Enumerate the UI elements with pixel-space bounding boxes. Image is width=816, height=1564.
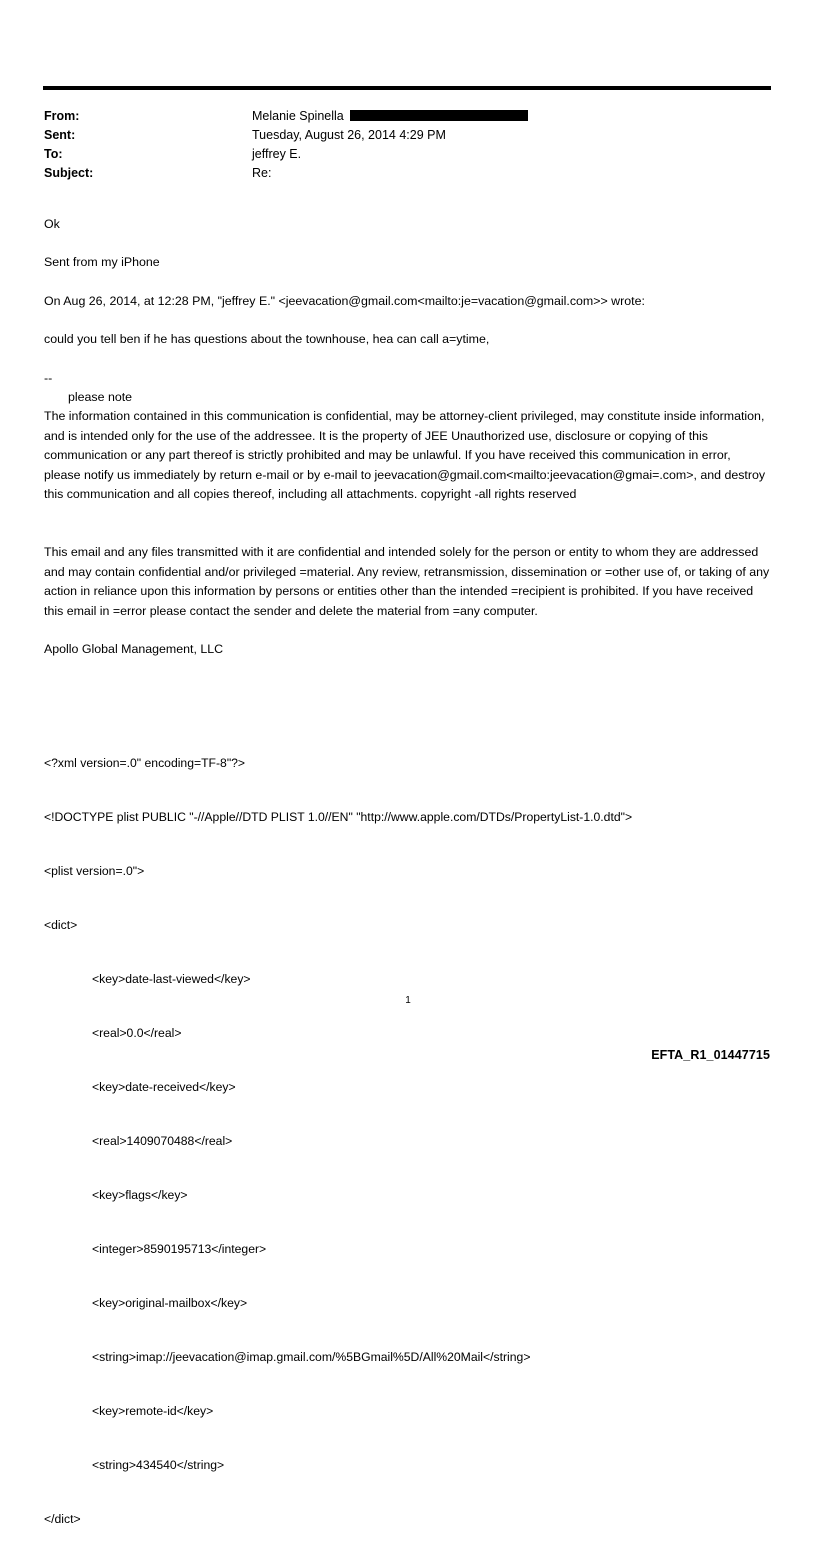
header-label-to: To:: [44, 147, 63, 161]
email-body: [44, 215, 770, 679]
body-spacer: [44, 523, 770, 543]
code-line: <!DOCTYPE plist PUBLIC "-//Apple//DTD PLIST 1.0//EN" "http://www.apple.com/DTDs/PropertyList-1.0.dtd">: [44, 810, 633, 824]
reply-text: Ok: [44, 217, 60, 231]
header-value-from: [252, 107, 528, 126]
header-row-sent: [44, 126, 774, 145]
header-value-to: jeffrey E.: [252, 147, 302, 161]
quote-intro-line: On Aug 26, 2014, at 12:28 PM, "jeffrey E." <jeevacation@gmail.com<mailto:je=vacation@gmail.com>> wrote:: [44, 293, 645, 308]
mobile-signature: Sent from my iPhone: [44, 255, 160, 270]
code-line: </dict>: [44, 1512, 81, 1526]
code-line: <key>remote-id</key>: [92, 1404, 214, 1418]
code-line: <plist version=.0">: [44, 864, 145, 878]
code-line: <key>original-mailbox</key>: [92, 1296, 248, 1310]
page-number: 1: [405, 995, 411, 1006]
code-line: <?xml version=.0" encoding=TF-8"?>: [44, 756, 246, 770]
code-line: <integer>8590195713</integer>: [92, 1242, 267, 1256]
header-row-subject: [44, 164, 774, 183]
header-row-from: [44, 107, 774, 126]
quoted-message-text: could you tell ben if he has questions about the townhouse, hea can call a=ytime,: [44, 332, 490, 347]
please-note-label: please note: [68, 390, 133, 405]
email-header: [44, 107, 774, 183]
header-value-subject: Re:: [252, 166, 272, 180]
header-divider-rule: [43, 86, 771, 90]
code-line: <key>date-last-viewed</key>: [92, 972, 251, 986]
code-line: <string>434540</string>: [92, 1458, 225, 1472]
plist-code-block: [44, 718, 774, 1564]
company-name: Apollo Global Management, LLC: [44, 642, 224, 657]
code-line: <dict>: [44, 918, 78, 932]
code-line: <key>date-received</key>: [92, 1080, 236, 1094]
code-line: <key>flags</key>: [92, 1188, 188, 1202]
header-label-sent: Sent:: [44, 128, 76, 142]
confidentiality-notice-2: This email and any files transmitted with it are confidential and intended solely for the person or entity to whom they are addressed and may contain confidential and/or privileged =material. Any review, retransmission, dissemination or =other use of, or taking of any action in reliance upon this information by persons or entities other than the intended =recipient is prohibited. If you have received this email in =error please contact the sender and delete the material from =any computer.: [44, 545, 770, 618]
header-row-to: [44, 145, 774, 164]
header-label-from: From:: [44, 109, 80, 123]
header-label-subject: Subject:: [44, 166, 94, 180]
code-line: <real>0.0</real>: [92, 1026, 182, 1040]
redaction-bar: [350, 110, 528, 121]
code-line: <real>1409070488</real>: [92, 1134, 233, 1148]
header-value-sent: Tuesday, August 26, 2014 4:29 PM: [252, 128, 446, 142]
from-name: Melanie Spinella: [252, 109, 344, 123]
code-line: <string>imap://jeevacation@imap.gmail.com/%5BGmail%5D/All%20Mail</string>: [92, 1350, 531, 1364]
confidentiality-notice-1: The information contained in this communication is confidential, may be attorney-client privileged, may constitute inside information, and is intended only for the use of the addressee. It is the property of JEE Unauthorized use, disclosure or copying of this communication or any part thereof is strictly prohibited and may be unlawful. If you have received this communication in error, please notify us immediately by return e-mail or by e-mail to jeevacation@gmail.com<mailto:jeevacation@gmai=.com>, and destroy this communication and all copies thereof, including all attachments. copyright -all rights reserved: [44, 409, 766, 502]
bates-number: EFTA_R1_01447715: [651, 1048, 770, 1062]
signature-dashes: --: [44, 370, 53, 385]
